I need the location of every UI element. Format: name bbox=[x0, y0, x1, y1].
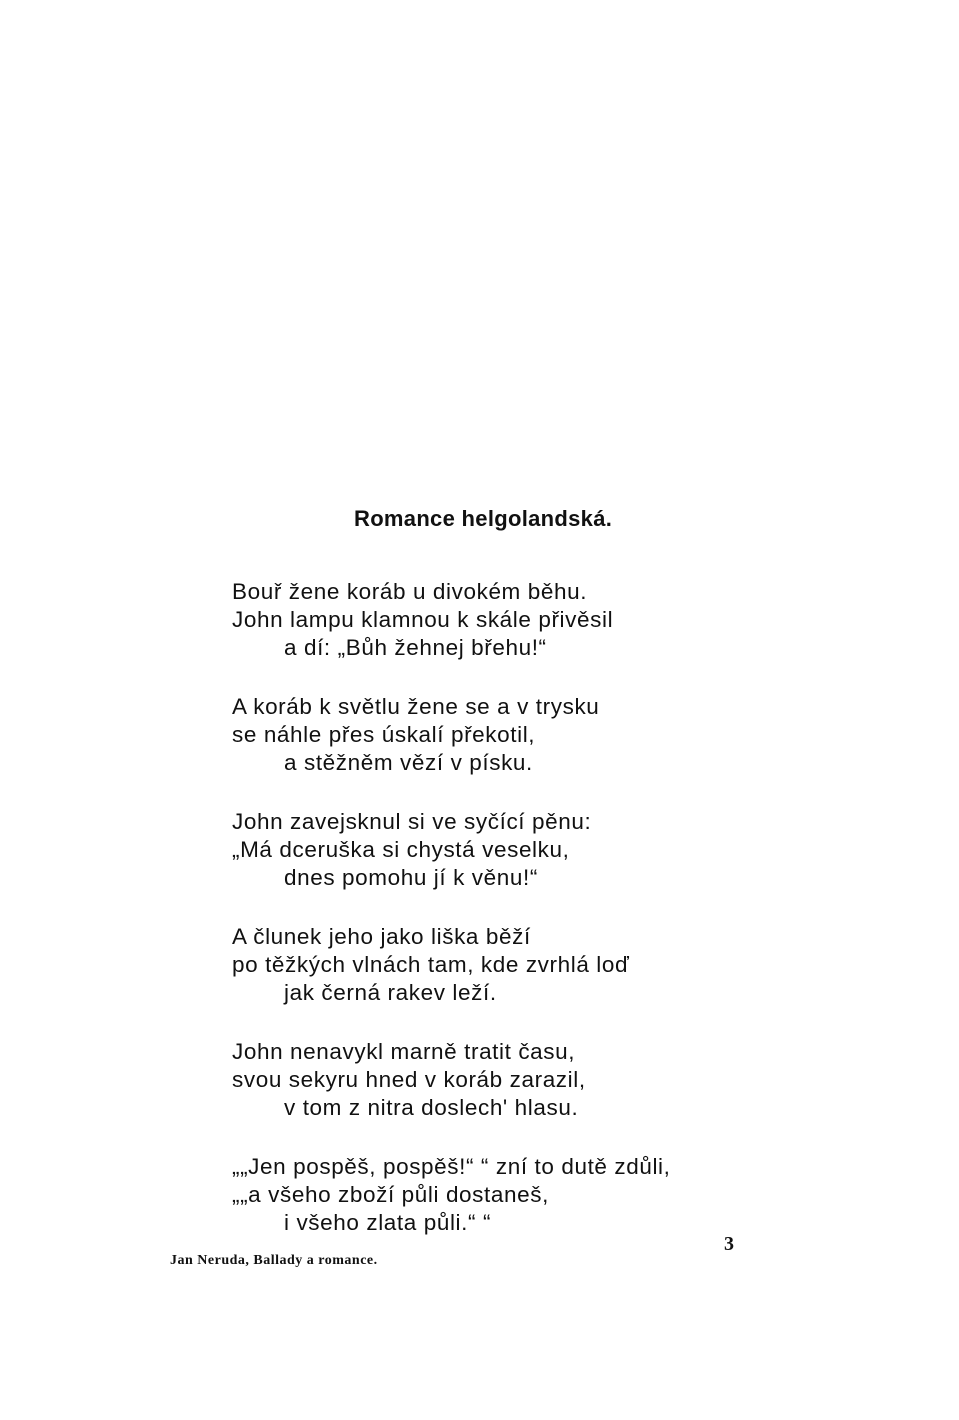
stanza-6 bbox=[232, 1153, 832, 1237]
verse-line: John zavejsknul si ve syčící pěnu: bbox=[232, 809, 592, 834]
verse-line: i všeho zlata půli.“ “ bbox=[284, 1210, 492, 1235]
stanza-1 bbox=[232, 578, 832, 662]
verse-line: „Má dceruška si chystá veselku, bbox=[232, 837, 570, 862]
verse-line: a stěžněm vězí v písku. bbox=[284, 750, 533, 775]
verse-line: v tom z nitra doslech' hlasu. bbox=[284, 1095, 579, 1120]
verse-line: A člunek jeho jako liška běží bbox=[232, 924, 531, 949]
verse-line: se náhle přes úskalí překotil, bbox=[232, 722, 536, 747]
book-source-footer: Jan Neruda, Ballady a romance. bbox=[170, 1253, 378, 1268]
verse-line: a dí: „Bůh žehnej břehu!“ bbox=[284, 635, 547, 660]
verse-line: Bouř žene koráb u divokém běhu. bbox=[232, 579, 588, 604]
verse-line: A koráb k světlu žene se a v trysku bbox=[232, 694, 600, 719]
verse-line: „„a všeho zboží půli dostaneš, bbox=[232, 1182, 549, 1207]
verse-line: John nenavykl marně tratit času, bbox=[232, 1039, 576, 1064]
verse-line: jak černá rakev leží. bbox=[284, 980, 497, 1005]
verse-line: dnes pomohu jí k věnu!“ bbox=[284, 865, 538, 890]
verse-line: svou sekyru hned v koráb zarazil, bbox=[232, 1067, 586, 1092]
verse-line: John lampu klamnou k skále přivěsil bbox=[232, 607, 614, 632]
stanza-2 bbox=[232, 693, 832, 777]
stanza-3 bbox=[232, 808, 832, 892]
verse-line: „„Jen pospěš, pospěš!“ “ zní to dutě zdůli, bbox=[232, 1154, 671, 1179]
poem-title: Romance helgolandská. bbox=[354, 506, 613, 531]
stanza-5 bbox=[232, 1038, 832, 1122]
stanza-4 bbox=[232, 923, 832, 1007]
page-number: 3 bbox=[724, 1233, 734, 1255]
poem-body bbox=[232, 578, 832, 1268]
verse-line: po těžkých vlnách tam, kde zvrhlá loď bbox=[232, 952, 630, 977]
